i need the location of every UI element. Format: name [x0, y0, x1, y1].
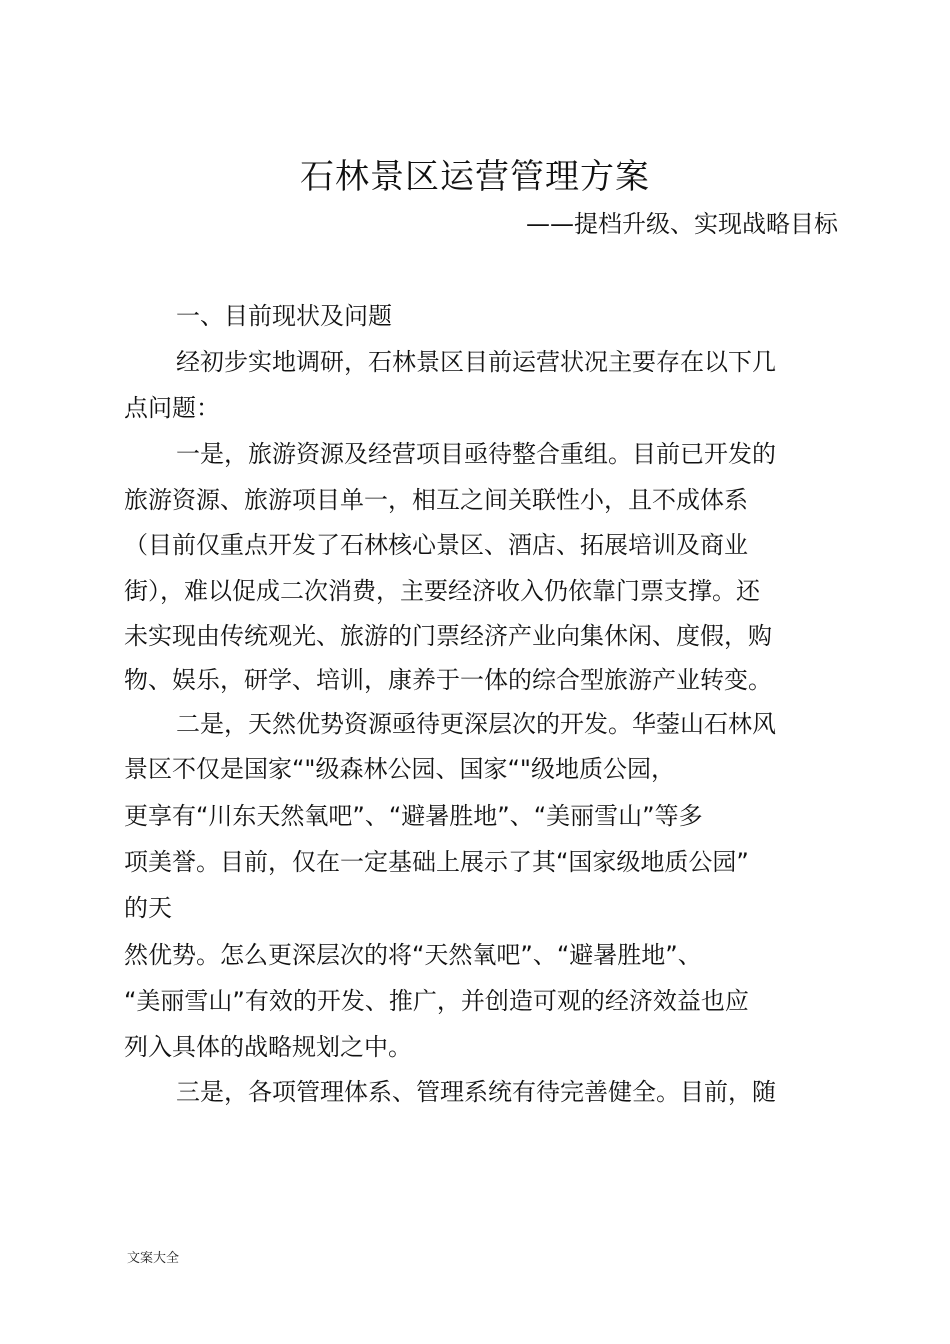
page-footer: 文案大全 [127, 1251, 180, 1266]
document-title: 石林景区运营管理方案 [300, 157, 650, 197]
paragraph-line: 点问题： [124, 394, 220, 422]
paragraph-line: 三是，各项管理体系、管理系统有待完善健全。目前，随 [176, 1078, 776, 1106]
paragraph-line: 经初步实地调研，石林景区目前运营状况主要存在以下几 [176, 348, 776, 376]
paragraph-line: 物、娱乐，研学、培训，康养于一体的综合型旅游产业转变。 [124, 666, 772, 694]
paragraph-line: 一是，旅游资源及经营项目亟待整合重组。目前已开发的 [176, 440, 776, 468]
paragraph-line: 二是，天然优势资源亟待更深层次的开发。华蓥山石林风 [176, 710, 776, 738]
section-heading: 一、目前现状及问题 [176, 302, 392, 330]
paragraph-line: “美丽雪山”有效的开发、推广，并创造可观的经济效益也应 [124, 987, 749, 1015]
paragraph-line: 未实现由传统观光、旅游的门票经济产业向集休闲、度假，购 [124, 622, 772, 650]
paragraph-line: 然优势。怎么更深层次的将“天然氧吧”、“避暑胜地”、 [124, 941, 702, 969]
document-subtitle: ——提档升级、实现战略目标 [526, 210, 838, 238]
paragraph-line: （目前仅重点开发了石林核心景区、酒店、拓展培训及商业 [124, 531, 748, 559]
paragraph-line: 的天 [124, 894, 172, 922]
paragraph-line: 项美誉。目前，仅在一定基础上展示了其“国家级地质公园” [124, 848, 749, 876]
paragraph-line: 更享有“川东天然氧吧”、“避暑胜地”、“美丽雪山”等多 [124, 802, 703, 830]
paragraph-line: 街），难以促成二次消费，主要经济收入仍依靠门票支撑。还 [124, 577, 760, 605]
paragraph-line: 列入具体的战略规划之中。 [124, 1033, 412, 1061]
paragraph-line: 景区不仅是国家“"级森林公园、国家“"级地质公园， [124, 755, 675, 783]
paragraph-line: 旅游资源、旅游项目单一，相互之间关联性小，且不成体系 [124, 486, 748, 514]
